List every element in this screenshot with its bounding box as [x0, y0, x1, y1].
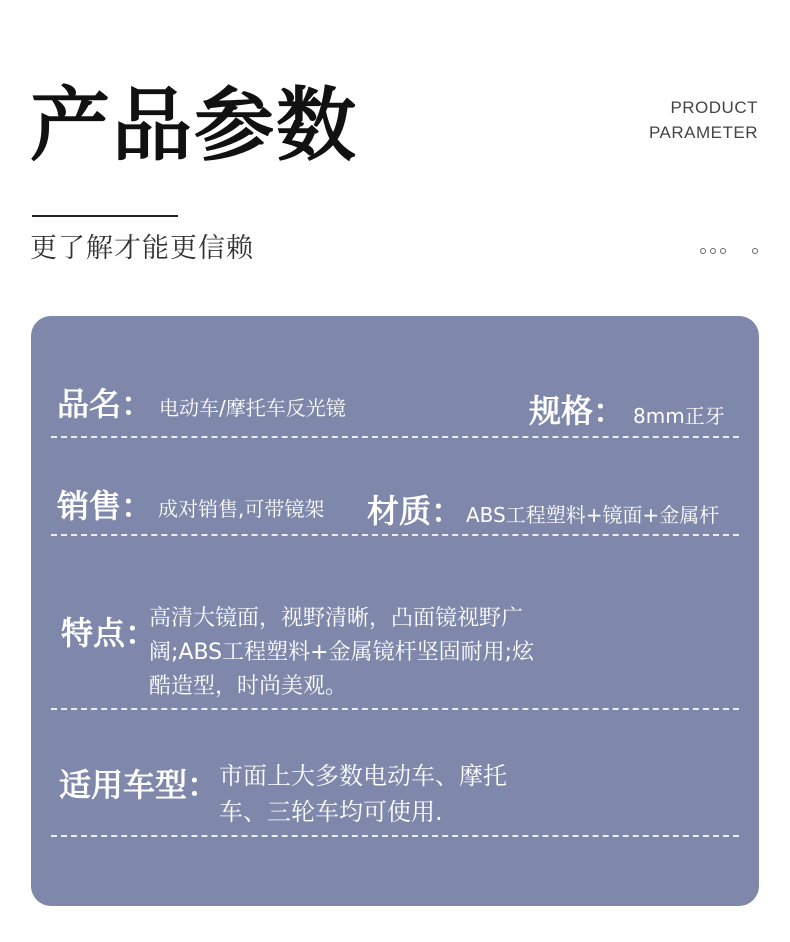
divider-4 [51, 835, 739, 837]
applicable-models-line-2: 车、三轮车均可使用. [219, 798, 443, 826]
page-title: 产品参数 [30, 79, 358, 172]
product-name-label: 品名： [57, 385, 154, 423]
spec-value: 8mm正牙 [633, 404, 725, 428]
sales-value: 成对销售,可带镜架 [158, 497, 325, 521]
divider-2 [51, 534, 739, 536]
material-value: ABS工程塑料+镜面+金属杆 [466, 503, 720, 527]
dot-icon [720, 248, 726, 254]
english-title-line-2: PARAMETER [648, 123, 758, 142]
feature-line-2: 阔;ABS工程塑料+金属镜杆坚固耐用;炫 [149, 640, 534, 665]
feature-line-3: 酷造型，时尚美观。 [149, 674, 348, 699]
english-title [649, 95, 758, 145]
dot-icon [710, 248, 716, 254]
english-title-line-1: PRODUCT [670, 98, 758, 117]
applicable-models-line-1: 市面上大多数电动车、摩托 [219, 762, 507, 790]
subtitle: 更了解才能更信赖 [30, 233, 254, 264]
dot-icon [752, 248, 758, 254]
divider-3 [51, 708, 739, 710]
applicable-models-label: 适用车型： [59, 766, 220, 804]
dot-icon [700, 248, 706, 254]
product-name-value: 电动车/摩托车反光镜 [159, 396, 346, 420]
feature-value [149, 602, 534, 704]
divider-1 [51, 436, 739, 438]
applicable-models-value [219, 758, 507, 830]
feature-label: 特点： [61, 614, 158, 652]
title-divider [32, 215, 178, 217]
material-label: 材质： [367, 492, 464, 530]
spec-label: 规格： [529, 392, 626, 430]
decorative-dots [700, 248, 758, 254]
feature-line-1: 高清大镜面，视野清晰，凸面镜视野广 [149, 606, 524, 631]
sales-label: 销售： [57, 487, 154, 525]
parameter-card [31, 316, 759, 906]
